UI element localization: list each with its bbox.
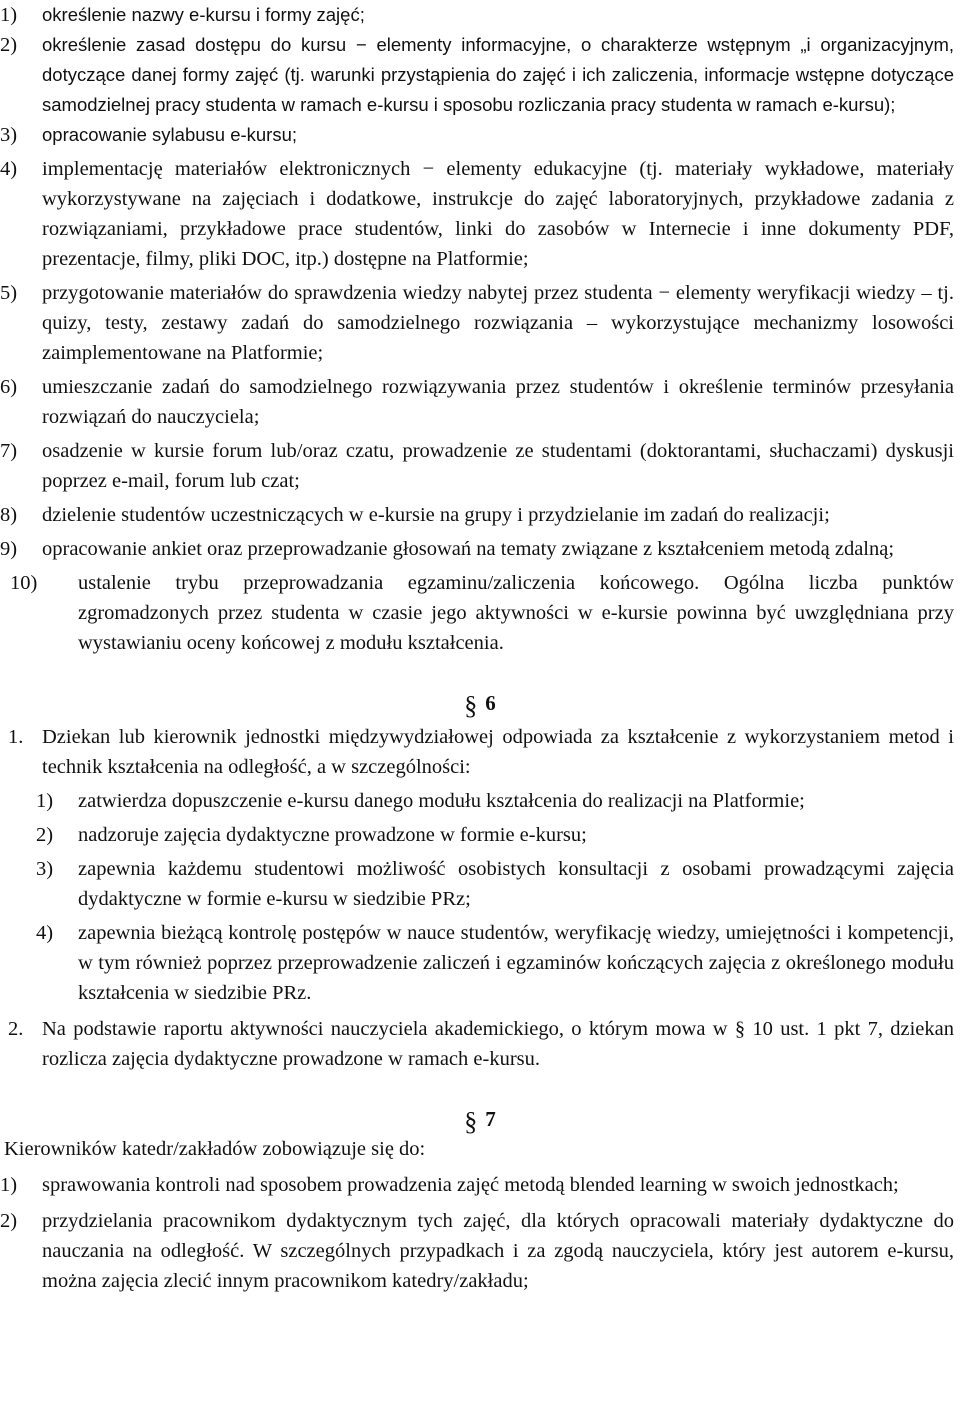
list-text: określenie nazwy e-kursu i formy zajęć; (42, 4, 365, 25)
list-number: 5) (0, 282, 18, 304)
list-text: implementację materiałów elektronicznych − elementy edukacyjne (tj. materiały wykładowe, materiały wykorzystywane na zajęciach i dodatkowe, instrukcje do zajęć laboratoryjnych, przykładowe zadania z rozwiązaniami, przykładowe prace studentów, linki do zasobów w Internecie i inne dokumenty PDF, prezentacje, filmy, pliki DOC, itp.) dostępne na Platformie; (42, 158, 954, 270)
list-text: ustalenie trybu przeprowadzania egzaminu/zaliczenia końcowego. Ogólna liczba punktów zgromadzonych przez studenta w czasie jego aktywności w e-kursie powinna być uwzględniana przy wystawianiu oceny końcowej z modułu kształcenia. (78, 572, 954, 654)
paragraph-text: Dziekan lub kierownik jednostki międzywydziałowej odpowiada za kształcenie z wykorzystaniem metod i technik kształcenia na odległość, a w szczególności: (42, 726, 954, 778)
list-item (0, 30, 960, 120)
list-text: umieszczanie zadań do samodzielnego rozwiązywania przez studentów i określenie terminów przesyłania rozwiązań do nauczyciela; (42, 376, 954, 428)
list-item (0, 500, 960, 530)
list-item (0, 786, 960, 816)
list-item (0, 278, 960, 368)
list-text: osadzenie w kursie forum lub/oraz czatu, prowadzenie ze studentami (doktorantami, słuchaczami) dyskusji poprzez e-mail, forum lub czat; (42, 440, 954, 492)
list-text: dzielenie studentów uczestniczących w e-kursie na grupy i przydzielanie im zadań do realizacji; (42, 504, 830, 526)
section-heading-6 (0, 688, 960, 718)
list-item (0, 154, 960, 274)
list-number: 6) (0, 376, 18, 398)
list-text: przygotowanie materiałów do sprawdzenia wiedzy nabytej przez studenta − elementy weryfikacji wiedzy – tj. quizy, testy, zestawy zadań do samodzielnego rozwiązania – wykorzystujące mechanizmy losowości zaimplementowane na Platformie; (42, 282, 954, 364)
list-text: określenie zasad dostępu do kursu − elementy informacyjne, o charakterze wstępnym „i organizacyjnym, dotyczące danej formy zajęć (tj. warunki przystąpienia do zajęć i ich zaliczenia, informacje wstępne dotyczące samodzielnej pracy studenta w ramach e-kursu i sposobu rozliczania pracy studenta w ramach e-kursu); (42, 34, 954, 115)
list-item (0, 0, 960, 30)
list-text: sprawowania kontroli nad sposobem prowadzenia zajęć metodą blended learning w swoich jednostkach; (42, 1174, 899, 1196)
list-item (0, 534, 960, 564)
list-number: 2) (0, 34, 18, 56)
list-number: 1) (0, 1174, 18, 1196)
list-number: 3) (0, 124, 18, 146)
list-item (0, 854, 960, 914)
list-number: 7) (0, 440, 18, 462)
list-item (0, 120, 960, 150)
list-item (0, 918, 960, 1008)
paragraph-1 (0, 722, 960, 782)
paragraph-2 (0, 1014, 960, 1074)
paragraph-number: 2. (8, 1018, 24, 1040)
list-item (0, 1206, 960, 1296)
list-number: 9) (0, 538, 18, 560)
list-number: 8) (0, 504, 18, 526)
list-number: 3) (36, 858, 54, 880)
section-number: 7 (485, 1107, 496, 1131)
list-text: opracowanie ankiet oraz przeprowadzanie głosowań na tematy związane z kształceniem metodą zdalną; (42, 538, 895, 560)
list-number: 10) (10, 572, 38, 594)
list-item (0, 568, 960, 658)
list-text: zatwierdza dopuszczenie e-kursu danego modułu kształcenia do realizacji na Platformie; (78, 790, 805, 812)
list-text: opracowanie sylabusu e-kursu; (42, 124, 298, 145)
list-item (0, 436, 960, 496)
list-number: 4) (36, 922, 54, 944)
list-number: 2) (0, 1210, 18, 1232)
list-text: przydzielania pracownikom dydaktycznym tych zajęć, dla których opracowali materiały dydaktyczne do nauczania na odległość. W szczególnych przypadkach i za zgodą nauczyciela, który jest autorem e-kursu, można zajęcia zlecić innym pracownikom katedry/zakładu; (42, 1210, 954, 1292)
paragraph-text: Na podstawie raportu aktywności nauczyciela akademickiego, o którym mowa w § 10 ust. 1 pkt 7, dziekan rozlicza zajęcia dydaktyczne prowadzone w ramach e-kursu. (42, 1018, 954, 1070)
list-number: 4) (0, 158, 18, 180)
section-number: 6 (485, 691, 496, 715)
section-heading-7 (0, 1104, 960, 1134)
list-item (0, 372, 960, 432)
list-text: nadzoruje zajęcia dydaktyczne prowadzone w formie e-kursu; (78, 824, 587, 846)
list-text: zapewnia każdemu studentowi możliwość osobistych konsultacji z osobami prowadzącymi zajęcia dydaktyczne w formie e-kursu w siedzibie PRz; (78, 858, 954, 910)
list-number: 1) (36, 790, 54, 812)
paragraph-number: 1. (8, 726, 24, 748)
section-symbol: § (464, 1107, 478, 1136)
list-number: 2) (36, 824, 54, 846)
section-intro: Kierowników katedr/zakładów zobowiązuje się do: (4, 1138, 426, 1160)
section-symbol: § (464, 691, 478, 720)
list-item (0, 820, 960, 850)
list-text: zapewnia bieżącą kontrolę postępów w nauce studentów, weryfikację wiedzy, umiejętności i kompetencji, w tym również poprzez przeprowadzenie zaliczeń i egzaminów kończących zajęcia z określonego modułu kształcenia w siedzibie PRz. (78, 922, 954, 1004)
list-number: 1) (0, 4, 18, 26)
list-item (0, 1170, 960, 1200)
